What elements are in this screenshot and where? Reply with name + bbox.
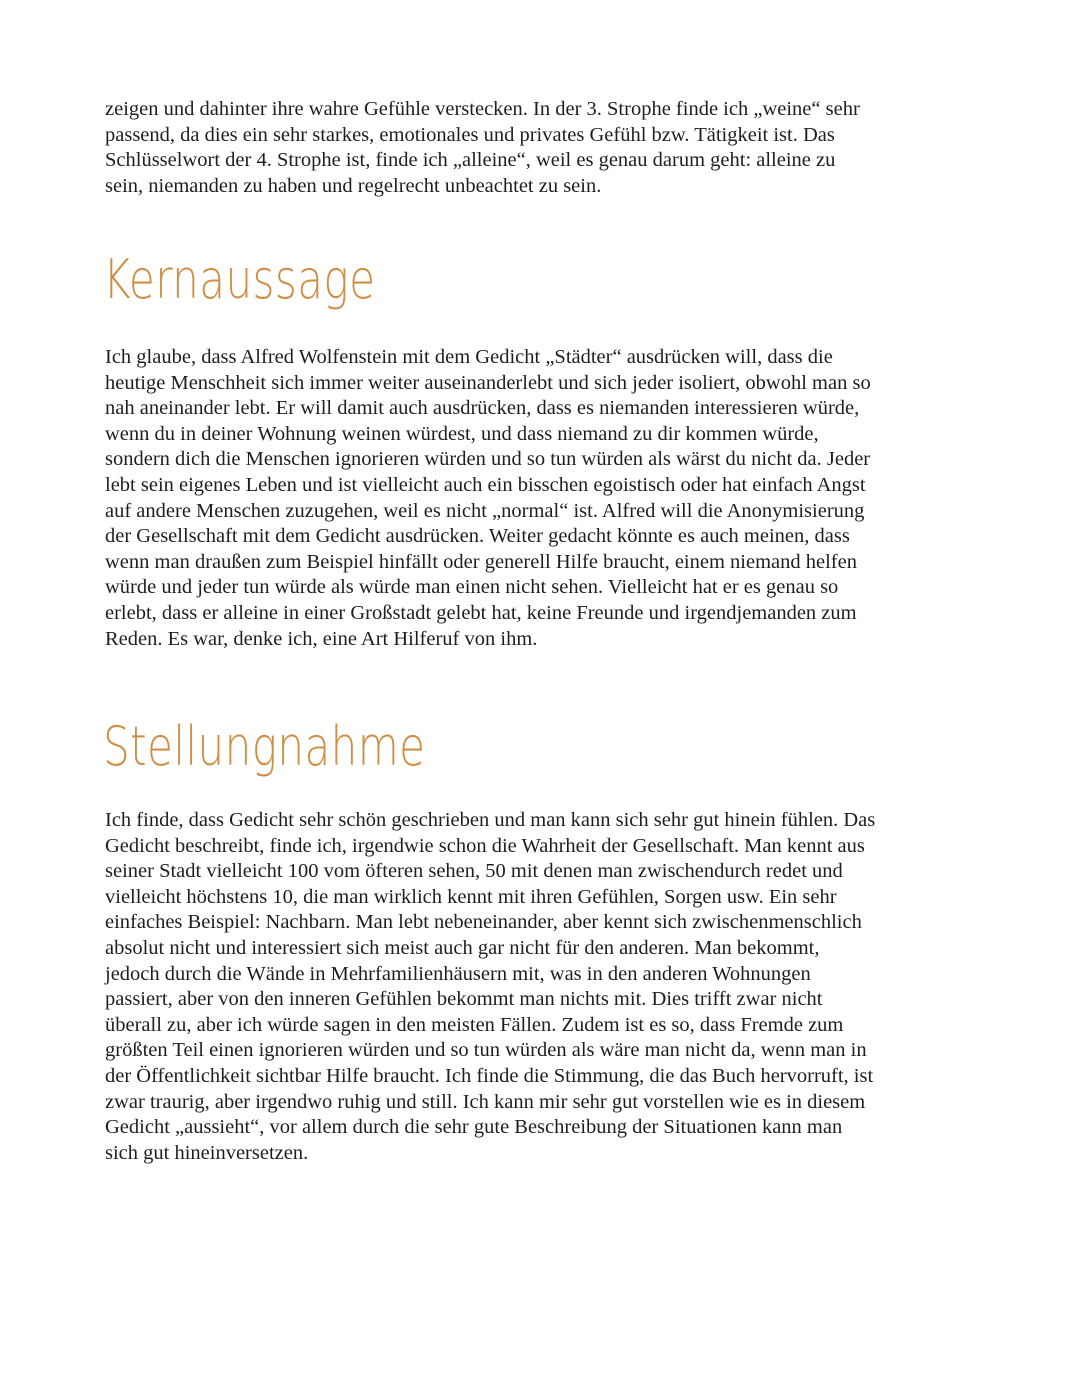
kernaussage-heading: Kernaussage — [103, 248, 376, 311]
kernaussage-line: Ich glaube, dass Alfred Wolfenstein mit dem Gedicht „Städter“ ausdrücken will, dass die — [105, 346, 833, 368]
kernaussage-line: erlebt, dass er alleine in einer Großstadt gelebt hat, keine Freunde und irgendjemanden zum — [105, 601, 857, 624]
stellungnahme-line: einfaches Beispiel: Nachbarn. Man lebt nebeneinander, aber kennt sich zwischenmenschlich — [105, 911, 862, 934]
intro-line: sein, niemanden zu haben und regelrecht unbeachtet zu sein. — [105, 174, 602, 197]
intro-line: passend, da dies ein sehr starkes, emotionales und privates Gefühl bzw. Tätigkeit ist. Das — [105, 123, 835, 146]
stellungnahme-line: größten Teil einen ignorieren würden und so tun würden als wäre man nicht da, wenn man in — [105, 1039, 867, 1062]
stellungnahme-line: Gedicht „aussieht“, vor allem durch die sehr gute Beschreibung der Situationen kann man — [105, 1116, 843, 1139]
stellungnahme-heading: Stellungnahme — [103, 715, 426, 778]
intro-line: Schlüsselwort der 4. Strophe ist, finde ich „alleine“, weil es genau darum geht: alleine zu — [105, 149, 836, 172]
stellungnahme-line: jedoch durch die Wände in Mehrfamilienhäusern mit, was in den anderen Wohnungen — [105, 962, 811, 985]
stellungnahme-paragraph — [105, 808, 955, 1166]
kernaussage-line: wenn du in deiner Wohnung weinen würdest, und dass niemand zu dir kommen würde, — [105, 422, 819, 445]
stellungnahme-line: sich gut hineinversetzen. — [105, 1141, 309, 1164]
kernaussage-paragraph — [105, 345, 955, 652]
kernaussage-line: sondern dich die Menschen ignorieren würden und so tun würden als wärst du nicht da. Jeder — [105, 448, 871, 471]
stellungnahme-line: vielleicht höchstens 10, die man wirklich kennt mit ihren Gefühlen, Sorgen usw. Ein sehr — [105, 885, 837, 908]
kernaussage-line: heutige Menschheit sich immer weiter auseinanderlebt und sich jeder isoliert, obwohl man so — [105, 371, 871, 394]
stellungnahme-line: überall zu, aber ich würde sagen in den meisten Fällen. Zudem ist es so, dass Fremde zum — [105, 1013, 844, 1036]
intro-paragraph — [105, 97, 955, 199]
intro-line: zeigen und dahinter ihre wahre Gefühle verstecken. In der 3. Strophe finde ich „weine“ sehr — [105, 98, 860, 120]
kernaussage-line: würde und jeder tun würde als würde man einen nicht sehen. Vielleicht hat er es genau so — [105, 576, 839, 599]
kernaussage-line: der Gesellschaft mit dem Gedicht ausdrücken. Weiter gedacht könnte es auch meinen, dass — [105, 525, 850, 548]
kernaussage-line: wenn man draußen zum Beispiel hinfällt oder generell Hilfe braucht, einem niemand helfen — [105, 550, 857, 573]
stellungnahme-line: seiner Stadt vielleicht 100 vom öfteren sehen, 50 mit denen man zwischendurch redet und — [105, 860, 843, 883]
stellungnahme-line: zwar traurig, aber irgendwo ruhig und still. Ich kann mir sehr gut vorstellen wie es in diesem — [105, 1090, 866, 1113]
kernaussage-line: Reden. Es war, denke ich, eine Art Hilferuf von ihm. — [105, 627, 538, 650]
stellungnahme-line: Ich finde, dass Gedicht sehr schön geschrieben und man kann sich sehr gut hinein fühlen. Das — [105, 809, 876, 831]
stellungnahme-line: passiert, aber von den inneren Gefühlen bekommt man nichts mit. Dies trifft zwar nicht — [105, 988, 823, 1011]
stellungnahme-line: absolut nicht und interessiert sich meist auch gar nicht für den anderen. Man bekommt, — [105, 936, 820, 959]
kernaussage-line: nah aneinander lebt. Er will damit auch ausdrücken, dass es niemanden interessieren würde, — [105, 397, 860, 420]
stellungnahme-line: Gedicht beschreibt, finde ich, irgendwie schon die Wahrheit der Gesellschaft. Man kennt aus — [105, 834, 865, 857]
stellungnahme-line: der Öffentlichkeit sichtbar Hilfe braucht. Ich finde die Stimmung, die das Buch hervorruft, ist — [105, 1064, 874, 1087]
kernaussage-line: lebt sein eigenes Leben und ist vielleicht auch ein bisschen egoistisch oder hat einfach Angst — [105, 473, 866, 496]
kernaussage-line: auf andere Menschen zuzugehen, weil es nicht „normal“ ist. Alfred will die Anonymisierung — [105, 499, 865, 522]
